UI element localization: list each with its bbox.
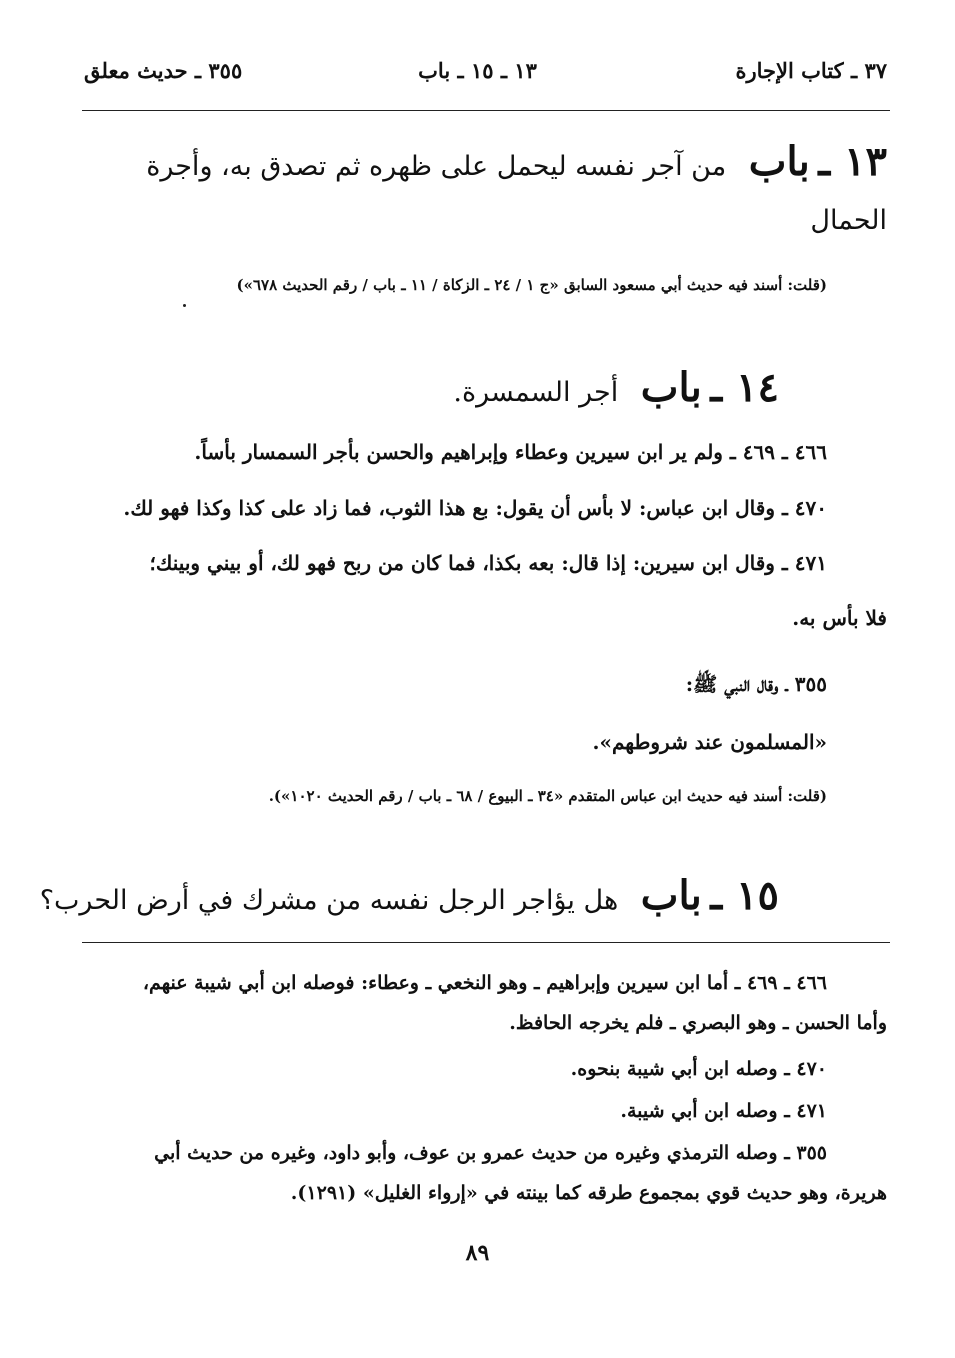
- stray-mark: [183, 304, 186, 307]
- running-head-book: ٣٧ ـ كتاب الإجارة: [735, 58, 887, 83]
- text-471-line2: فلا بأس به.: [792, 606, 887, 630]
- bab-13-heading: [77, 138, 887, 185]
- header-rule: [82, 110, 890, 111]
- footnote-470: ٤٧٠ ـ وصله ابن أبي شيبة بنحوه.: [570, 1058, 827, 1080]
- bab-13-note: (قلت: أسند فيه حديث أبي مسعود السابق «ج ١ / ٢٤ ـ الزكاة / ١١ ـ باب / رقم الحديث ٦٧٨»): [236, 276, 827, 294]
- bab-13-word: باب: [748, 138, 810, 185]
- running-head-chapters: ١٣ ـ ١٥ ـ باب: [418, 58, 537, 83]
- page-number: ٨٩: [465, 1240, 490, 1266]
- footnote-471: ٤٧١ ـ وصله ابن أبي شيبة.: [620, 1100, 827, 1122]
- hadith-355-note: (قلت: أسند فيه حديث ابن عباس المتقدم «٣٤ ـ البيوع / ٦٨ ـ باب / رقم الحديث ١٠٢٠»).: [268, 787, 827, 805]
- footnote-466-line1: ٤٦٦ ـ ٤٦٩ ـ أما ابن سيرين وإبراهيم ـ وهو النخعي ـ وعطاء: فوصله ابن أبي شيبة عنهم،: [142, 972, 827, 994]
- bab-13-title-line2: الحمال: [810, 205, 887, 236]
- text-471-line1: ٤٧١ ـ وقال ابن سيرين: إذا قال: بعه بكذا، فما كان من ربح فهو لك، أو بيني وبينك؛: [149, 551, 827, 575]
- bab-14-number: ١٤ ـ: [710, 364, 779, 411]
- hadith-355-text: «المسلمون عند شروطهم».: [592, 730, 827, 754]
- bab-14-title: أجر السمسرة.: [453, 377, 619, 408]
- bab-13-title-line1: من آجر نفسه ليحمل على ظهره ثم تصدق به، وأجرة: [146, 151, 727, 182]
- bab-15-number: ١٥ ـ: [710, 872, 779, 919]
- bab-15-title: هل يؤاجر الرجل نفسه من مشرك في أرض الحرب؟: [39, 885, 619, 916]
- bab-15-heading: [40, 872, 779, 919]
- bab-15-word: باب: [640, 872, 702, 919]
- footnote-466-line2: وأما الحسن ـ وهو البصري ـ فلم يخرجه الحافظ.: [509, 1012, 887, 1034]
- footnote-355-line1: ٣٥٥ ـ وصله الترمذي وغيره من حديث عمرو بن عوف، وأبو داود، وغيره من حديث أبي: [154, 1142, 827, 1164]
- text-470: ٤٧٠ ـ وقال ابن عباس: لا بأس أن يقول: بع هذا الثوب، فما زاد على كذا وكذا فهو لك.: [123, 496, 827, 520]
- text-466: ٤٦٦ ـ ٤٦٩ ـ ولم ير ابن سيرين وعطاء وإبراهيم والحسن بأجر السمسار بأساً.: [194, 440, 827, 464]
- bab-14-word: باب: [640, 364, 702, 411]
- hadith-355-intro: ٣٥٥ ـ وقال النبي ﷺ:: [685, 672, 827, 696]
- bab-14-heading: [453, 364, 779, 411]
- footnote-rule: [82, 942, 890, 943]
- bab-13-number: ١٣ ـ: [818, 138, 887, 185]
- running-head-hadith: ٣٥٥ ـ حديث معلق: [84, 58, 243, 83]
- footnote-355-line2: هريرة، وهو حديث قوي بمجموع طرقه كما بينته في «إرواء الغليل» (١٢٩١).: [290, 1182, 887, 1204]
